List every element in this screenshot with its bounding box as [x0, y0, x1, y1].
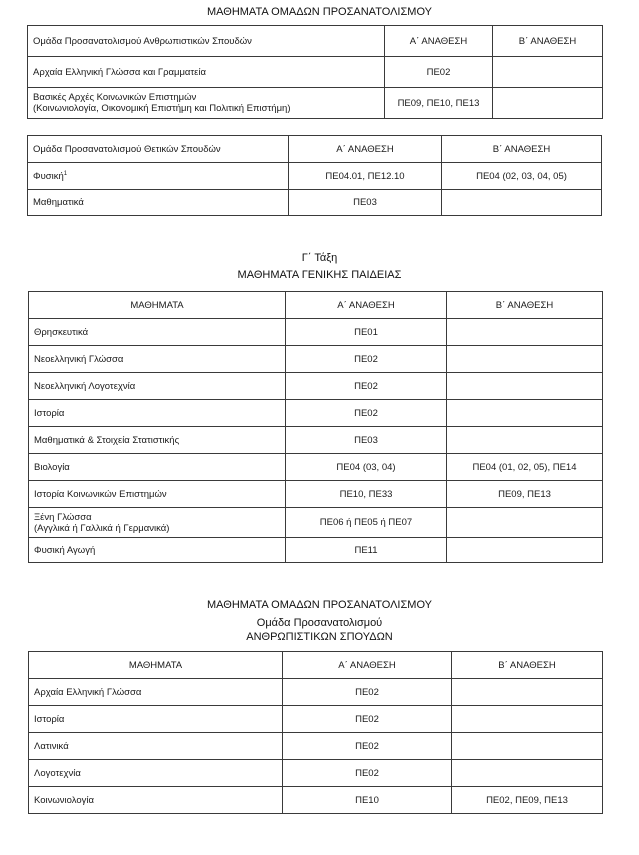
- b-assignment-cell: [493, 88, 603, 119]
- a-assignment-cell: ΠΕ02: [283, 760, 452, 787]
- table-row: [29, 538, 603, 563]
- table-header-row: [28, 136, 602, 163]
- b-assignment-cell: [447, 319, 603, 346]
- subject-cell: Ιστορία: [29, 706, 283, 733]
- general-education-table: [28, 291, 603, 563]
- table-row: [29, 508, 603, 538]
- header-cell-b-assignment: Β΄ ΑΝΑΘΕΣΗ: [452, 652, 603, 679]
- header-cell-b-assignment: Β΄ ΑΝΑΘΕΣΗ: [442, 136, 602, 163]
- subject-cell: Μαθηματικά: [28, 190, 289, 216]
- subject-cell: Ιστορία: [29, 400, 286, 427]
- table-row: [29, 481, 603, 508]
- table-row: [29, 427, 603, 454]
- subject-cell: Φυσική Αγωγή: [29, 538, 286, 563]
- a-assignment-cell: ΠΕ10, ΠΕ33: [286, 481, 447, 508]
- a-assignment-cell: ΠΕ04 (03, 04): [286, 454, 447, 481]
- table-row: [29, 760, 603, 787]
- a-assignment-cell: ΠΕ02: [283, 706, 452, 733]
- humanities-studies-table: [28, 651, 603, 814]
- header-cell-a-assignment: Α΄ ΑΝΑΘΕΣΗ: [385, 26, 493, 57]
- a-assignment-cell: ΠΕ02: [286, 400, 447, 427]
- table-row: [29, 787, 603, 814]
- table-header-row: [29, 292, 603, 319]
- section-title-orientation-groups: ΜΑΘΗΜΑΤΑ ΟΜΑΔΩΝ ΠΡΟΣΑΝΑΤΟΛΙΣΜΟΥ: [207, 6, 432, 18]
- section-subtitle-humanities: ΑΝΘΡΩΠΙΣΤΙΚΩΝ ΣΠΟΥΔΩΝ: [246, 631, 393, 643]
- b-assignment-cell: [447, 538, 603, 563]
- table-row: [29, 679, 603, 706]
- subject-cell: Βιολογία: [29, 454, 286, 481]
- table-row: [29, 373, 603, 400]
- subject-text: Φυσική: [33, 171, 64, 183]
- subject-cell: [28, 163, 289, 190]
- subject-cell: Αρχαία Ελληνική Γλώσσα και Γραμματεία: [28, 57, 385, 88]
- subject-cell: [29, 508, 286, 538]
- footnote-marker: 1: [63, 171, 68, 178]
- header-cell-a-assignment: Α΄ ΑΝΑΘΕΣΗ: [283, 652, 452, 679]
- subject-cell: Μαθηματικά & Στοιχεία Στατιστικής: [29, 427, 286, 454]
- subject-cell: Λογοτεχνία: [29, 760, 283, 787]
- sciences-orientation-table: [27, 135, 602, 216]
- b-assignment-cell: [447, 508, 603, 538]
- table-header-row: [29, 652, 603, 679]
- header-cell-a-assignment: Α΄ ΑΝΑΘΕΣΗ: [286, 292, 447, 319]
- subject-cell: Θρησκευτικά: [29, 319, 286, 346]
- header-cell-subject: ΜΑΘΗΜΑΤΑ: [29, 292, 286, 319]
- subject-cell: Λατινικά: [29, 733, 283, 760]
- subject-cell: Ιστορία Κοινωνικών Επιστημών: [29, 481, 286, 508]
- subject-line: Ξένη Γλώσσα: [34, 511, 92, 523]
- b-assignment-cell: [447, 427, 603, 454]
- section-subtitle-group: Ομάδα Προσανατολισμού: [256, 617, 383, 629]
- table-row: [29, 454, 603, 481]
- table-row: [28, 88, 603, 119]
- b-assignment-cell: [452, 679, 603, 706]
- humanities-orientation-table: [27, 25, 603, 119]
- b-assignment-cell: ΠΕ02, ΠΕ09, ΠΕ13: [452, 787, 603, 814]
- b-assignment-cell: [442, 190, 602, 216]
- b-assignment-cell: ΠΕ04 (02, 03, 04, 05): [442, 163, 602, 190]
- table-row: [29, 346, 603, 373]
- b-assignment-cell: ΠΕ09, ΠΕ13: [447, 481, 603, 508]
- section-title-general-education: ΜΑΘΗΜΑΤΑ ΓΕΝΙΚΗΣ ΠΑΙΔΕΙΑΣ: [237, 269, 402, 281]
- table-row: [29, 706, 603, 733]
- b-assignment-cell: [452, 706, 603, 733]
- a-assignment-cell: ΠΕ03: [289, 190, 442, 216]
- header-cell-b-assignment: Β΄ ΑΝΑΘΕΣΗ: [493, 26, 603, 57]
- header-cell-subject: Ομάδα Προσανατολισμού Θετικών Σπουδών: [28, 136, 289, 163]
- table-row: [28, 163, 602, 190]
- a-assignment-cell: ΠΕ09, ΠΕ10, ΠΕ13: [385, 88, 493, 119]
- header-cell-a-assignment: Α΄ ΑΝΑΘΕΣΗ: [289, 136, 442, 163]
- a-assignment-cell: ΠΕ02: [283, 733, 452, 760]
- a-assignment-cell: ΠΕ11: [286, 538, 447, 563]
- header-cell-subject: Ομάδα Προσανατολισμού Ανθρωπιστικών Σπουδών: [28, 26, 385, 57]
- a-assignment-cell: ΠΕ02: [385, 57, 493, 88]
- header-cell-subject: ΜΑΘΗΜΑΤΑ: [29, 652, 283, 679]
- section-title-orientation-groups-c: ΜΑΘΗΜΑΤΑ ΟΜΑΔΩΝ ΠΡΟΣΑΝΑΤΟΛΙΣΜΟΥ: [207, 599, 432, 611]
- subject-line: Βασικές Αρχές Κοινωνικών Επιστημών: [33, 92, 197, 103]
- a-assignment-cell: ΠΕ10: [283, 787, 452, 814]
- subject-cell: Νεοελληνική Γλώσσα: [29, 346, 286, 373]
- b-assignment-cell: [447, 373, 603, 400]
- b-assignment-cell: [452, 733, 603, 760]
- b-assignment-cell: [493, 57, 603, 88]
- subject-cell: Νεοελληνική Λογοτεχνία: [29, 373, 286, 400]
- a-assignment-cell: ΠΕ06 ή ΠΕ05 ή ΠΕ07: [286, 508, 447, 538]
- a-assignment-cell: ΠΕ01: [286, 319, 447, 346]
- b-assignment-cell: [447, 346, 603, 373]
- table-header-row: [28, 26, 603, 57]
- subject-cell: Κοινωνιολογία: [29, 787, 283, 814]
- header-cell-b-assignment: Β΄ ΑΝΑΘΕΣΗ: [447, 292, 603, 319]
- b-assignment-cell: [447, 400, 603, 427]
- a-assignment-cell: ΠΕ02: [286, 346, 447, 373]
- a-assignment-cell: ΠΕ02: [286, 373, 447, 400]
- a-assignment-cell: ΠΕ04.01, ΠΕ12.10: [289, 163, 442, 190]
- b-assignment-cell: ΠΕ04 (01, 02, 05), ΠΕ14: [447, 454, 603, 481]
- subject-line-2: (Αγγλικά ή Γαλλικά ή Γερμανικά): [34, 522, 170, 534]
- table-row: [28, 57, 603, 88]
- subject-cell: Αρχαία Ελληνική Γλώσσα: [29, 679, 283, 706]
- a-assignment-cell: ΠΕ03: [286, 427, 447, 454]
- subject-cell: [28, 88, 385, 119]
- subject-line-2: (Κοινωνιολογία, Οικονομική Επιστήμη και Πολιτική Επιστήμη): [33, 103, 291, 114]
- table-row: [28, 190, 602, 216]
- table-row: [29, 319, 603, 346]
- table-row: [29, 733, 603, 760]
- class-title: Γ΄ Τάξη: [301, 252, 338, 264]
- b-assignment-cell: [452, 760, 603, 787]
- a-assignment-cell: ΠΕ02: [283, 679, 452, 706]
- table-row: [29, 400, 603, 427]
